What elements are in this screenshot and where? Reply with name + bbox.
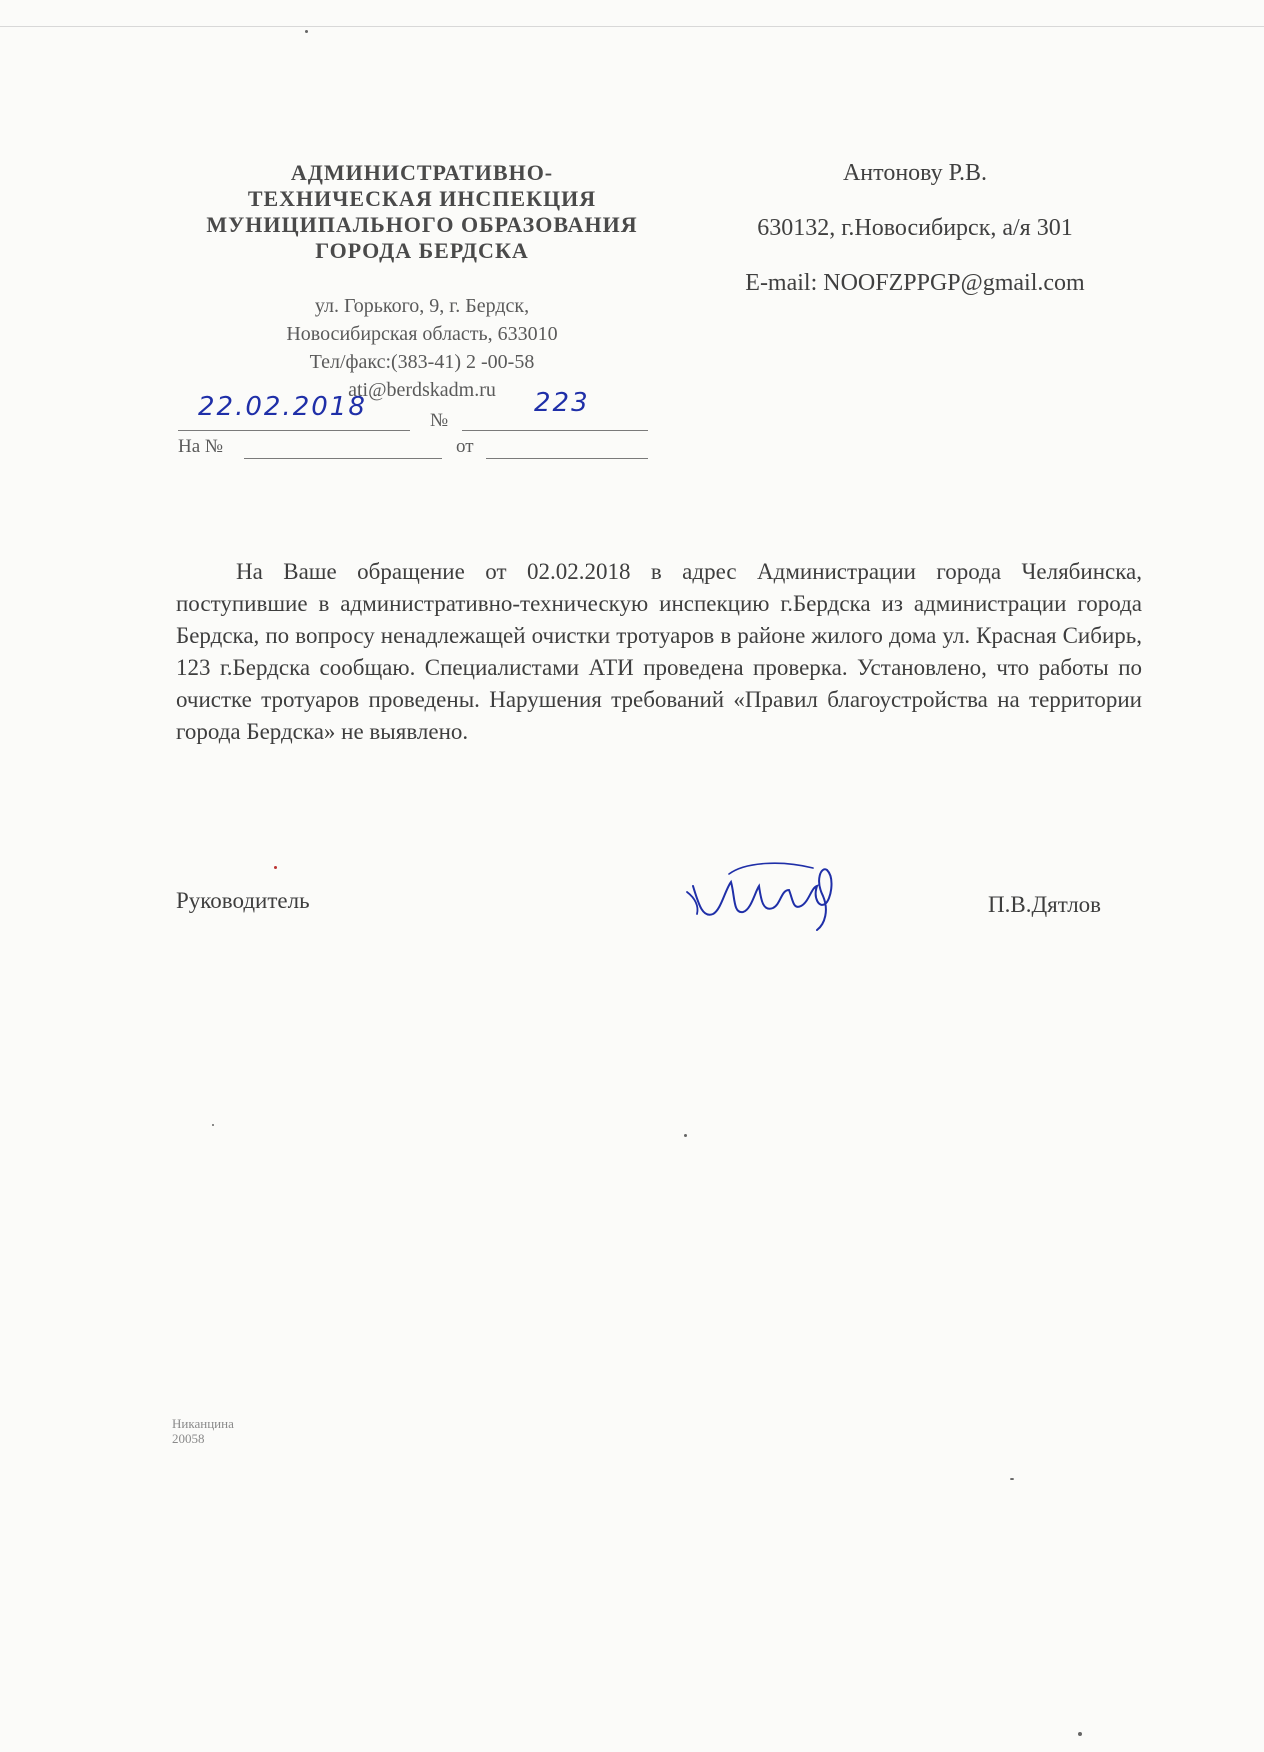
ref-label: На № — [178, 436, 224, 457]
signatory-name: П.В.Дятлов — [988, 892, 1102, 917]
recipient-address: 630132, г.Новосибирск, а/я 301 — [757, 215, 1073, 241]
date-underline — [178, 430, 410, 431]
scan-speck — [305, 30, 308, 33]
address-street: ул. Горького, 9, г. Бердск, — [314, 295, 530, 317]
organization-name-line: ГОРОДА БЕРДСКА — [315, 238, 529, 263]
outgoing-number: 223 — [534, 388, 590, 418]
letter-body: На Ваше обращение от 02.02.2018 в адрес Администрации города Челябинска, поступившие в административно-техническую инспекцию г.Бердска из администрации города Бердска, по вопросу ненадлежащей очистки тротуаров в районе жилого дома ул. Красная Сибирь, 123 г.Бердска сообщаю. Специалистами АТИ проведена проверка. Установлено, что работы по очистке тротуаров проведены. Нарушения требований «Правил благоустройства на территории города Бердска» не выявлено. — [176, 559, 1142, 744]
recipient-email: E-mail: NOOFZPPGP@gmail.com — [745, 270, 1085, 296]
address-phone: Тел/факс:(383-41) 2 -00-58 — [309, 351, 535, 373]
scan-speck — [1078, 1732, 1082, 1736]
ref-underline — [244, 458, 442, 459]
scan-speck — [1010, 1478, 1014, 1480]
organization-header — [178, 160, 666, 404]
from-label: от — [456, 436, 474, 457]
organization-name — [178, 160, 666, 264]
outgoing-date: 22.02.2018 — [198, 392, 367, 422]
number-underline — [462, 430, 648, 431]
scan-edge — [0, 26, 1264, 27]
address-region: Новосибирская область, 633010 — [286, 323, 558, 345]
scan-speck — [684, 1134, 687, 1137]
handwritten-signature — [685, 856, 845, 936]
executor-name: Никанцина — [172, 1416, 234, 1431]
executor-note — [172, 1416, 234, 1446]
scan-speck — [274, 866, 277, 869]
recipient-block — [700, 160, 1130, 297]
recipient-name: Антонову Р.В. — [842, 160, 988, 186]
address-email: ati@berdskadm.ru — [348, 379, 496, 401]
scan-speck — [212, 1124, 214, 1126]
from-underline — [486, 458, 648, 459]
reference-row — [178, 434, 648, 468]
organization-name-line: МУНИЦИПАЛЬНОГО ОБРАЗОВАНИЯ — [206, 212, 638, 237]
signatory-title: Руководитель — [176, 888, 310, 913]
organization-name-line: ТЕХНИЧЕСКАЯ ИНСПЕКЦИЯ — [247, 186, 597, 211]
executor-phone: 20058 — [172, 1431, 205, 1446]
organization-address — [178, 292, 666, 404]
number-label: № — [430, 410, 449, 431]
organization-name-line: АДМИНИСТРАТИВНО- — [290, 160, 554, 185]
